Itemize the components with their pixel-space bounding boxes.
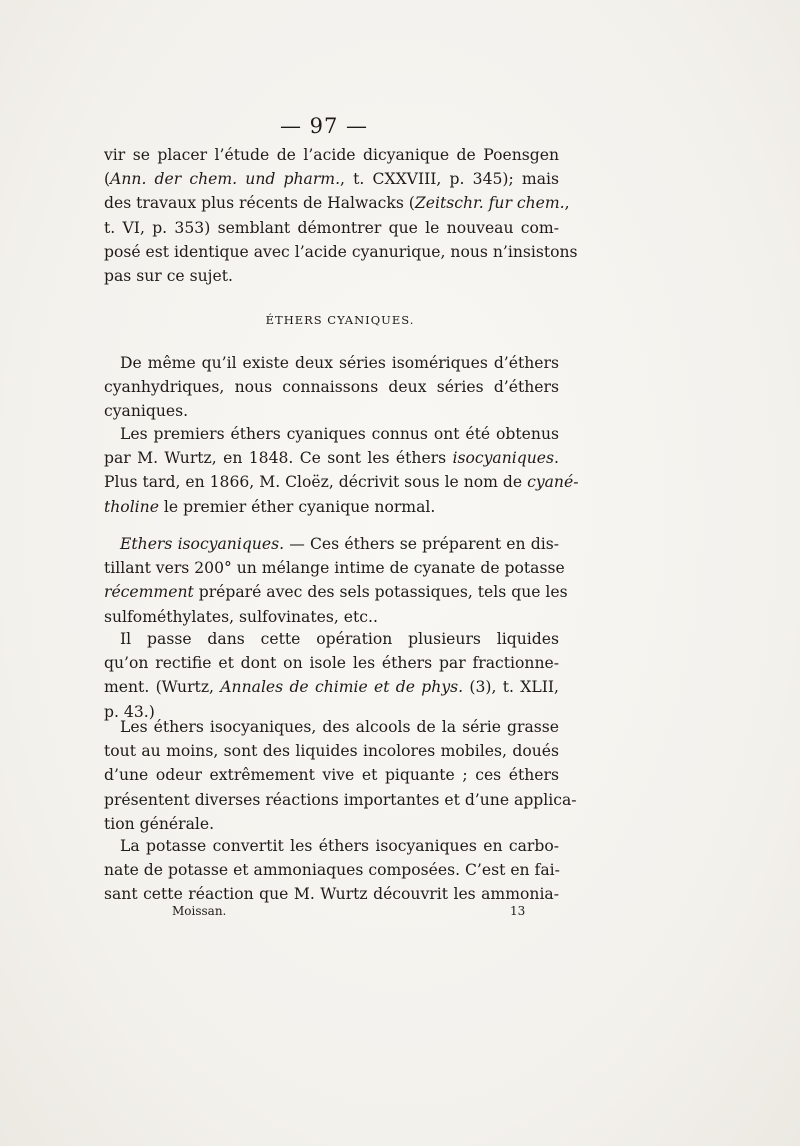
paragraph-continuation <box>104 143 578 288</box>
text-line: t. VI, p. 353) semblant démontrer que le nouveau com- <box>104 218 559 237</box>
text-line: tholine le premier éther cyanique normal. <box>104 497 436 516</box>
text-line: qu’on rectifie et dont on isole les éthers par fractionne- <box>104 654 559 673</box>
text-line: récemment préparé avec des sels potassiques, tels que les <box>104 583 568 602</box>
text-line: Les éthers isocyaniques, des alcools de la série grasse <box>120 718 559 736</box>
text-line: des travaux plus récents de Halwacks (Zeitschr. fur chem., <box>104 194 570 213</box>
text-line: tillant vers 200° un mélange intime de cyanate de potasse <box>104 559 565 578</box>
text-line: présentent diverses réactions importantes et d’une applica- <box>104 790 577 809</box>
text-line: ment. (Wurtz, Annales de chimie et de phys. (3), t. XLII, <box>104 678 559 697</box>
paragraph <box>104 422 579 519</box>
text-line: Les premiers éthers cyaniques connus ont été obtenus <box>120 425 559 443</box>
text-line: De même qu’il existe deux séries isomériques d’éthers <box>120 354 559 372</box>
paragraph <box>104 834 559 907</box>
text-line: posé est identique avec l’acide cyanurique, nous n’insistons <box>104 242 578 261</box>
text-line: par M. Wurtz, en 1848. Ce sont les éthers isocyaniques. <box>104 449 559 468</box>
text-line: Il passe dans cette opération plusieurs liquides <box>120 630 559 648</box>
text-line: tion générale. <box>104 814 215 833</box>
paragraph <box>104 351 559 424</box>
footer-signature: 13 <box>510 904 526 918</box>
text-line: tout au moins, sont des liquides incolores mobiles, doués <box>104 742 559 761</box>
text-line: (Ann. der chem. und pharm., t. CXXVIII, p. 345); mais <box>104 170 559 189</box>
text-line: nate de potasse et ammoniaques composées. C’est en fai- <box>104 861 560 880</box>
paragraph <box>104 532 568 629</box>
text-line: cyaniques. <box>104 402 189 421</box>
text-line: pas sur ce sujet. <box>104 267 233 286</box>
text-line: cyanhydriques, nous connaissons deux séries d’éthers <box>104 378 559 397</box>
page-number: — 97 — <box>279 114 369 138</box>
text-line: Ethers isocyaniques. — Ces éthers se préparent en dis- <box>120 535 559 553</box>
text-line: Plus tard, en 1866, M. Cloëz, décrivit sous le nom de cyané- <box>104 473 579 492</box>
paragraph <box>104 627 559 724</box>
section-heading: ÉTHERS CYANIQUES. <box>265 313 415 327</box>
text-line: d’une odeur extrêmement vive et piquante ; ces éthers <box>104 766 559 785</box>
paragraph <box>104 715 577 836</box>
text-line: La potasse convertit les éthers isocyaniques en carbo- <box>120 837 559 855</box>
text-line: vir se placer l’étude de l’acide dicyanique de Poensgen <box>104 146 559 164</box>
footer-author: Moissan. <box>172 904 227 918</box>
text-line: p. 43.) <box>104 702 155 721</box>
text-line: sulfométhylates, sulfovinates, etc.. <box>104 607 378 626</box>
text-line: sant cette réaction que M. Wurtz découvrit les ammonia- <box>104 885 559 904</box>
